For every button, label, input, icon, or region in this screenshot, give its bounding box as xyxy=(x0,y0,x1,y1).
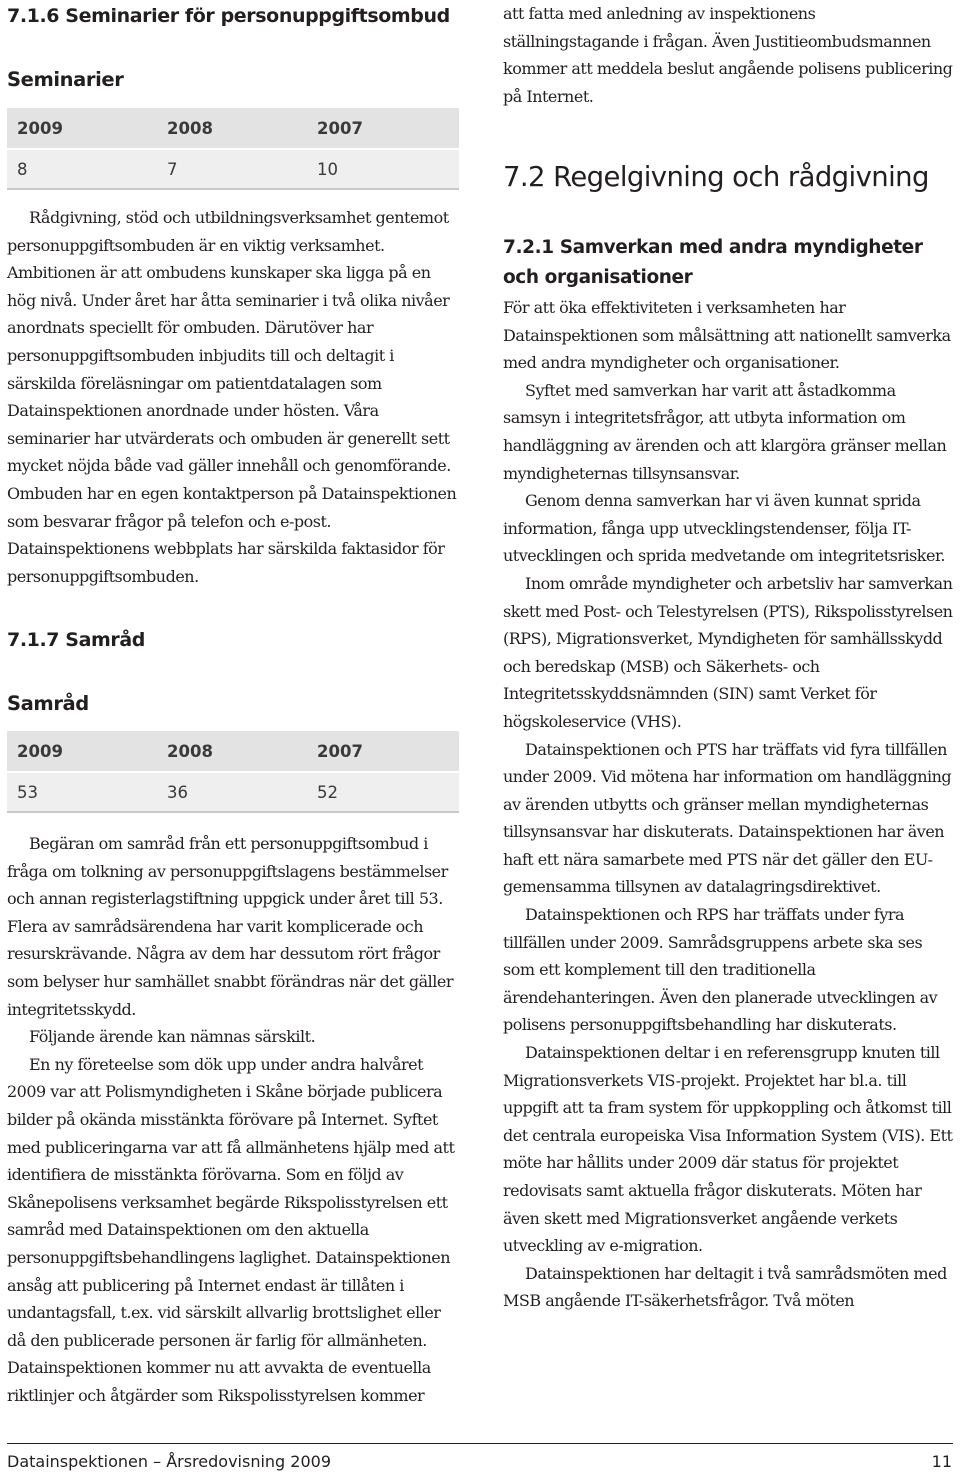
samrad-table xyxy=(7,731,459,813)
paragraph: Datainspektionen har deltagit i två samrådsmöten med MSB angående IT-säkerhetsfrågor. Två möten xyxy=(503,1263,947,1311)
paragraph: Rådgivning, stöd och utbildningsverksamhet gentemot personuppgiftsombuden är en viktig verksamhet. Ambitionen är att ombudens kunskaper ska ligga på en hög nivå. Under året har åtta seminarier i två olika nivåer anordnats speciellt för ombuden. Därutöver har personuppgiftsombuden inbjudits till och deltagit i särskilda föreläsningar om patientdatalagen som Datainspektionen anordnade under hösten. Våra seminarier har utvärderats och ombuden är generellt sett mycket nöjda både vad gäller innehåll och genomförande. Ombuden har en egen kontaktperson på Datainspektionen som besvarar frågor på telefon och e-post. Datainspektionens webbplats har särskilda faktasidor för personuppgiftsombuden. xyxy=(7,208,457,586)
table-cell: 52 xyxy=(307,772,459,812)
table-header-cell: 2008 xyxy=(157,731,307,772)
seminarier-table xyxy=(7,108,459,190)
table-header-cell: 2008 xyxy=(157,108,307,149)
table-header-cell: 2009 xyxy=(7,731,157,772)
heading-7-2: 7.2 Regelgivning och rådgivning xyxy=(503,161,929,193)
table-header-cell: 2007 xyxy=(307,108,459,149)
samrad-table-title: Samråd xyxy=(7,692,89,715)
heading-7-1-7: 7.1.7 Samråd xyxy=(7,629,146,651)
table-cell: 7 xyxy=(157,149,307,189)
samrad-body xyxy=(7,830,459,1409)
paragraph: Inom område myndigheter och arbetsliv har samverkan skett med Post- och Telestyrelsen (PTS), Rikspolisstyrelsen (RPS), Migrationsverket, Myndigheten för samhällsskydd och beredskap (MSB) och Säkerhets- och Integritetsskyddsnämnden (SIN) samt Verket för högskoleservice (VHS). xyxy=(503,573,953,731)
paragraph: Datainspektionen och RPS har träffats under fyra tillfällen under 2009. Samrådsgruppens arbete ska ses som ett komplement till den traditionella ärendehanteringen. Även den planerade utvecklingen av polisens personuppgiftsbehandling har diskuterats. xyxy=(503,905,938,1035)
table-row xyxy=(7,772,459,812)
paragraph: Datainspektionen deltar i en referensgrupp knuten till Migrationsverkets VIS-projekt. Projektet har bl.a. till uppgift att ta fram system för uppkoppling och åtkomst till det centrala europeiska Visa Information System (VIS). Ett möte har hållits under 2009 där status för projektet redovisats samt aktuella frågor diskuterats. Möten har även skett med Migrationsverket angående verkets utveckling av e-migration. xyxy=(503,1043,953,1256)
table-cell: 53 xyxy=(7,772,157,812)
paragraph: Följande ärende kan nämnas särskilt. xyxy=(29,1027,316,1047)
table-cell: 8 xyxy=(7,149,157,189)
table-header-cell: 2007 xyxy=(307,731,459,772)
paragraph: För att öka effektiviteten i verksamheten har Datainspektionen som målsättning att nationellt samverka med andra myndigheter och organisationer. xyxy=(503,298,951,373)
paragraph: Begäran om samråd från ett personuppgiftsombud i fråga om tolkning av personuppgiftslagens bestämmelser och annan registerlagstiftning uppgick under året till 53. Flera av samrådsärendena har varit komplicerade och resurskrävande. Några av dem har dessutom rört frågor som belyser hur samhället snabbt förändras när det gäller integritetsskydd. xyxy=(7,834,453,1019)
paragraph: att fatta med anledning av inspektionens ställningstagande i frågan. Även Justitieombudsmannen kommer att meddela beslut angående polisens publicering på Internet. xyxy=(503,4,953,106)
paragraph: Datainspektionen och PTS har träffats vid fyra tillfällen under 2009. Vid mötena har information om handläggning av ärenden utbytts och gränser mellan myndigheternas tillsynsansvar har diskuterats. Datainspektionen har även haft ett nära samarbete med PTS när det gäller den EU-gemensamma tillsynen av datalagringsdirektivet. xyxy=(503,739,952,897)
paragraph: En ny företeelse som dök upp under andra halvåret 2009 var att Polismyndigheten i Skåne började publicera bilder på okända misstänkta förövare på Internet. Syftet med publiceringarna var att få allmänhetens hjälp med att identifiera de misstänkta förövarna. Som en följd av Skånepolisens verksamhet begärde Rikspolisstyrelsen ett samråd med Datainspektionen om den aktuella personuppgiftsbehandlingens laglighet. Datainspektionen ansåg att publicering på Internet endast är tillåten i undantagsfall, t.ex. vid särskilt allvarlig brottslighet eller då den publicerade personen är farlig för allmänheten. Datainspektionen kommer nu att avvakta de eventuella riktlinjer och åtgärder som Rikspolisstyrelsen kommer xyxy=(7,1054,455,1405)
footer-divider xyxy=(7,1443,953,1444)
footer-publication: Datainspektionen – Årsredovisning 2009 xyxy=(7,1452,332,1471)
table-cell: 36 xyxy=(157,772,307,812)
table-header-row xyxy=(7,108,459,149)
seminarier-table-title: Seminarier xyxy=(7,68,124,91)
paragraph: Genom denna samverkan har vi även kunnat sprida information, fånga upp utvecklingstendenser, följa IT-utvecklingen och sprida medvetande om integritetsrisker. xyxy=(503,491,945,566)
continuation-text xyxy=(503,0,955,110)
table-row xyxy=(7,149,459,189)
page-number: 11 xyxy=(931,1452,952,1471)
samverkan-body xyxy=(503,294,955,1315)
heading-7-1-6: 7.1.6 Seminarier för personuppgiftsombud xyxy=(7,5,450,27)
table-cell: 10 xyxy=(307,149,459,189)
table-header-cell: 2009 xyxy=(7,108,157,149)
paragraph: Syftet med samverkan har varit att åstadkomma samsyn i integritetsfrågor, att utbyta information om handläggning av ärenden och att klargöra gränser mellan myndigheternas tillsynsansvar. xyxy=(503,380,947,483)
heading-7-2-1: 7.2.1 Samverkan med andra myndigheter och organisationer xyxy=(503,237,923,288)
table-header-row xyxy=(7,731,459,772)
seminarier-body xyxy=(7,204,459,590)
